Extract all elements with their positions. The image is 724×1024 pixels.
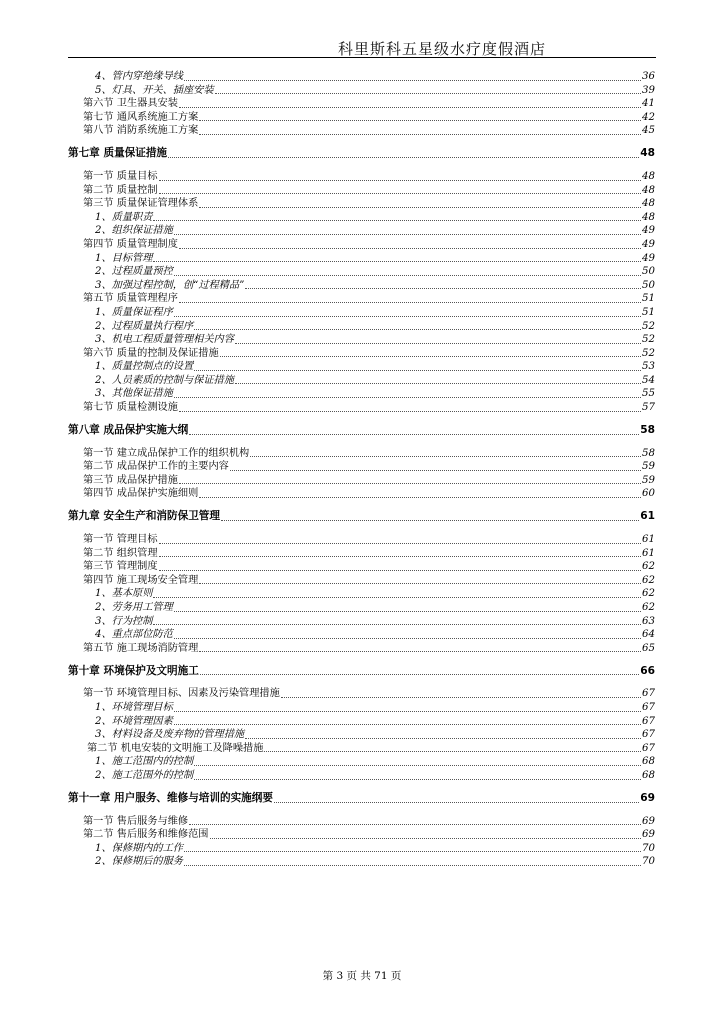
toc-entry-title: 2、过程质量执行程序 [95,320,194,332]
toc-entry-page-number: 48 [642,198,655,210]
toc-dot-leader [174,233,641,235]
toc-entry-page-number: 61 [642,534,655,546]
toc-dot-leader [194,369,641,371]
toc-entry-title: 第一节 质量目标 [83,170,158,182]
toc-dot-leader [174,315,641,317]
toc-dot-leader [250,455,641,457]
toc-entry-title: 3、材料设备及废弃物的管理措施 [95,729,245,741]
toc-subitem-entry[interactable] [0,855,655,869]
toc-subitem-entry[interactable] [0,715,655,729]
toc-entry-title: 第八章 成品保护实施大纲 [68,424,189,437]
toc-section-entry[interactable] [0,574,655,588]
toc-dot-leader [179,482,641,484]
toc-entry-page-number: 61 [642,547,655,559]
toc-section-entry[interactable] [0,184,655,198]
toc-entry-title: 2、环境管理因素 [95,715,173,727]
toc-dot-leader [215,92,641,94]
toc-section-entry[interactable] [0,447,655,461]
toc-entry-title: 第五节 施工现场消防管理 [83,642,199,654]
toc-subitem-entry[interactable] [0,601,655,615]
toc-dot-leader [199,119,641,121]
toc-entry-title: 第二节 机电安装的文明施工及降噪措施 [87,742,264,754]
toc-section-entry[interactable] [0,292,655,306]
toc-dot-leader [179,247,641,249]
toc-entry-page-number: 67 [642,742,655,754]
toc-entry-page-number: 70 [642,856,655,868]
toc-subitem-entry[interactable] [0,265,655,279]
toc-entry-title: 第七节 质量检测设施 [83,402,178,414]
toc-subitem-entry[interactable] [0,360,655,374]
toc-subitem-entry[interactable] [0,769,655,783]
toc-entry-page-number: 48 [642,211,655,223]
toc-entry-page-number: 70 [642,842,655,854]
toc-subitem-entry[interactable] [0,587,655,601]
toc-entry-page-number: 66 [640,664,655,677]
toc-entry-title: 第十一章 用户服务、维修与培训的实施纲要 [68,791,273,804]
toc-entry-page-number: 49 [642,238,655,250]
toc-dot-leader [200,673,639,675]
toc-entry-page-number: 53 [642,361,655,373]
toc-entry-page-number: 52 [642,347,655,359]
toc-entry-title: 第三节 管理制度 [83,561,158,573]
toc-entry-page-number: 48 [642,184,655,196]
toc-entry-page-number: 36 [642,71,655,82]
toc-section-entry[interactable] [0,487,655,501]
toc-entry-title: 2、保修期后的服务 [95,856,183,868]
toc-dot-leader [184,79,641,81]
toc-dot-leader [184,850,641,852]
toc-entry-title: 2、人员素质的控制与保证措施 [95,374,234,386]
toc-dot-leader [153,219,641,221]
toc-entry-title: 3、机电工程质量管理相关内容 [95,334,234,346]
toc-dot-leader [274,801,639,803]
toc-dot-leader [199,133,641,135]
toc-section-entry[interactable] [0,474,655,488]
page-header-title: 科里斯科五星级水疗度假酒店 [337,40,546,58]
toc-entry-title: 第十章 环境保护及文明施工 [68,664,199,677]
toc-entry-page-number: 48 [640,147,655,160]
toc-section-entry[interactable] [0,97,655,111]
toc-entry-page-number: 67 [642,701,655,713]
toc-entry-title: 第二节 成品保护工作的主要内容 [83,461,229,473]
toc-entry-page-number: 42 [642,111,655,123]
toc-entry-page-number: 45 [642,125,655,137]
toc-dot-leader [153,596,641,598]
toc-entry-title: 2、组织保证措施 [95,225,173,237]
toc-entry-page-number: 60 [642,488,655,500]
toc-section-entry[interactable] [0,533,655,547]
toc-dot-leader [189,823,641,825]
toc-dot-leader [174,637,641,639]
toc-dot-leader [184,864,641,866]
toc-entry-page-number: 67 [642,688,655,700]
toc-subitem-entry[interactable] [0,615,655,629]
toc-entry-page-number: 59 [642,474,655,486]
toc-dot-leader [153,623,641,625]
toc-entry-title: 第四节 质量管理制度 [83,238,178,250]
toc-dot-leader [199,496,641,498]
toc-subitem-entry[interactable] [0,387,655,401]
toc-chapter-entry[interactable] [0,424,655,438]
toc-section-entry[interactable] [0,170,655,184]
toc-entry-title: 1、质量职责 [95,211,153,223]
toc-dot-leader [189,433,639,435]
toc-entry-page-number: 49 [642,252,655,264]
toc-section-entry[interactable] [0,347,655,361]
toc-dot-leader [159,192,641,194]
toc-section-entry[interactable] [0,547,655,561]
toc-subitem-entry[interactable] [0,252,655,266]
toc-entry-title: 第五节 质量管理程序 [83,293,178,305]
table-of-contents [0,62,724,869]
toc-subitem-entry[interactable] [0,224,655,238]
toc-subitem-entry[interactable] [0,628,655,642]
toc-section-entry[interactable] [0,742,655,756]
toc-entry-title: 1、环境管理目标 [95,701,173,713]
toc-entry-title: 1、目标管理 [95,252,153,264]
toc-chapter-entry[interactable] [0,664,655,678]
toc-entry-title: 3、其他保证措施 [95,388,173,400]
toc-dot-leader [174,274,641,276]
toc-entry-title: 2、过程质量预控 [95,266,173,278]
toc-entry-page-number: 48 [642,170,655,182]
toc-entry-page-number: 51 [642,293,655,305]
toc-entry-page-number: 61 [640,510,655,523]
toc-dot-leader [179,410,641,412]
toc-entry-title: 2、施工范围外的控制 [95,769,194,781]
toc-entry-page-number: 41 [642,98,655,110]
toc-section-entry[interactable] [0,124,655,138]
toc-entry-page-number: 57 [642,402,655,414]
toc-entry-title: 1、质量保证程序 [95,306,173,318]
toc-entry-page-number: 58 [642,447,655,459]
toc-section-entry[interactable] [0,238,655,252]
toc-entry-page-number: 69 [640,791,655,804]
toc-dot-leader [159,179,641,181]
toc-entry-title: 3、加强过程控制，创“过程精品” [95,279,245,291]
toc-dot-leader [179,301,641,303]
toc-subitem-entry[interactable] [0,279,655,293]
toc-entry-page-number: 51 [642,306,655,318]
toc-dot-leader [159,555,641,557]
toc-dot-leader [194,328,641,330]
toc-section-entry[interactable] [0,815,655,829]
toc-entry-title: 1、施工范围内的控制 [95,756,194,768]
toc-section-entry[interactable] [0,111,655,125]
toc-entry-title: 第三节 质量保证管理体系 [83,198,199,210]
toc-subitem-entry[interactable] [0,211,655,225]
toc-dot-leader [264,750,641,752]
toc-entry-title: 第六节 卫生器具安装 [83,98,178,110]
toc-dot-leader [174,396,641,398]
toc-dot-leader [220,355,641,357]
toc-entry-page-number: 55 [642,388,655,400]
toc-entry-title: 4、管内穿绝缘导线 [95,71,183,82]
toc-section-entry[interactable] [0,401,655,415]
toc-dot-leader [245,287,641,289]
toc-entry-title: 第四节 施工现场安全管理 [83,574,199,586]
toc-entry-page-number: 63 [642,615,655,627]
toc-entry-page-number: 65 [642,642,655,654]
toc-entry-page-number: 50 [642,266,655,278]
toc-entry-page-number: 64 [642,629,655,641]
toc-entry-page-number: 59 [642,461,655,473]
toc-dot-leader [159,569,641,571]
toc-entry-page-number: 62 [642,602,655,613]
toc-entry-page-number: 62 [642,561,655,573]
toc-entry-page-number: 52 [642,334,655,346]
toc-subitem-entry[interactable] [0,701,655,715]
toc-dot-leader [174,710,641,712]
toc-chapter-entry[interactable] [0,147,655,161]
toc-entry-page-number: 54 [642,374,655,386]
toc-subitem-entry[interactable] [0,728,655,742]
toc-entry-title: 第七节 通风系统施工方案 [83,111,199,123]
toc-entry-title: 第六节 质量的控制及保证措施 [83,347,219,359]
toc-entry-page-number: 69 [642,815,655,827]
toc-entry-title: 第七章 质量保证措施 [68,147,168,160]
toc-dot-leader [174,723,641,725]
toc-entry-title: 2、劳务用工管理 [95,602,173,613]
toc-dot-leader [235,382,641,384]
toc-entry-page-number: 67 [642,729,655,741]
toc-entry-page-number: 39 [642,84,655,96]
toc-entry-title: 5、灯具、开关、插座安装 [95,84,214,96]
toc-entry-page-number: 67 [642,715,655,727]
toc-entry-title: 第三节 成品保护措施 [83,474,178,486]
toc-dot-leader [153,260,641,262]
toc-entry-title: 第四节 成品保护实施细则 [83,488,199,500]
toc-dot-leader [194,764,641,766]
toc-section-entry[interactable] [0,642,655,656]
toc-section-entry[interactable] [0,828,655,842]
toc-subitem-entry[interactable] [0,333,655,347]
toc-entry-page-number: 52 [642,320,655,332]
toc-entry-page-number: 69 [642,829,655,841]
toc-dot-leader [199,206,641,208]
toc-section-entry[interactable] [0,687,655,701]
toc-dot-leader [159,542,641,544]
toc-entry-title: 第二节 售后服务和维修范围 [83,829,209,841]
toc-dot-leader [235,342,641,344]
toc-section-entry[interactable] [0,460,655,474]
page-footer: 第 3 页 共 71 页 [322,970,402,982]
toc-subitem-entry[interactable] [0,70,655,84]
toc-entry-title: 第二节 质量控制 [83,184,158,196]
toc-dot-leader [221,519,639,521]
toc-dot-leader [245,737,641,739]
toc-chapter-entry[interactable] [0,510,655,524]
toc-dot-leader [168,156,639,158]
toc-subitem-entry[interactable] [0,842,655,856]
toc-dot-leader [199,650,641,652]
header-rule [68,57,656,58]
toc-subitem-entry[interactable] [0,320,655,334]
toc-entry-title: 3、行为控制 [95,615,153,627]
toc-entry-title: 第一节 环境管理目标、因素及污染管理措施 [83,688,280,700]
toc-dot-leader [281,696,641,698]
toc-dot-leader [179,106,641,108]
toc-entry-title: 第一节 建立成品保护工作的组织机构 [83,447,250,459]
toc-entry-title: 4、重点部位防范 [95,629,173,641]
toc-dot-leader [199,582,641,584]
toc-entry-page-number: 68 [642,756,655,768]
toc-dot-leader [230,469,641,471]
toc-entry-page-number: 58 [640,424,655,437]
toc-subitem-entry[interactable] [0,306,655,320]
toc-section-entry[interactable] [0,197,655,211]
toc-dot-leader [210,837,642,839]
toc-entry-title: 第九章 安全生产和消防保卫管理 [68,510,220,523]
toc-chapter-entry[interactable] [0,792,655,806]
toc-entry-page-number: 49 [642,225,655,237]
toc-subitem-entry[interactable] [0,755,655,769]
toc-entry-title: 1、保修期内的工作 [95,842,183,854]
toc-entry-title: 第八节 消防系统施工方案 [83,125,199,137]
toc-entry-page-number: 50 [642,279,655,291]
toc-subitem-entry[interactable] [0,374,655,388]
toc-dot-leader [194,778,641,780]
toc-entry-page-number: 62 [642,588,655,600]
toc-section-entry[interactable] [0,560,655,574]
toc-entry-title: 第一节 售后服务与维修 [83,815,189,827]
toc-entry-title: 第二节 组织管理 [83,547,158,559]
toc-entry-title: 1、质量控制点的设置 [95,361,194,373]
toc-entry-title: 1、基本原则 [95,588,153,600]
toc-subitem-entry[interactable] [0,84,655,98]
toc-dot-leader [174,610,641,612]
toc-entry-page-number: 62 [642,574,655,586]
toc-entry-page-number: 68 [642,769,655,781]
toc-entry-title: 第一节 管理目标 [83,534,158,546]
